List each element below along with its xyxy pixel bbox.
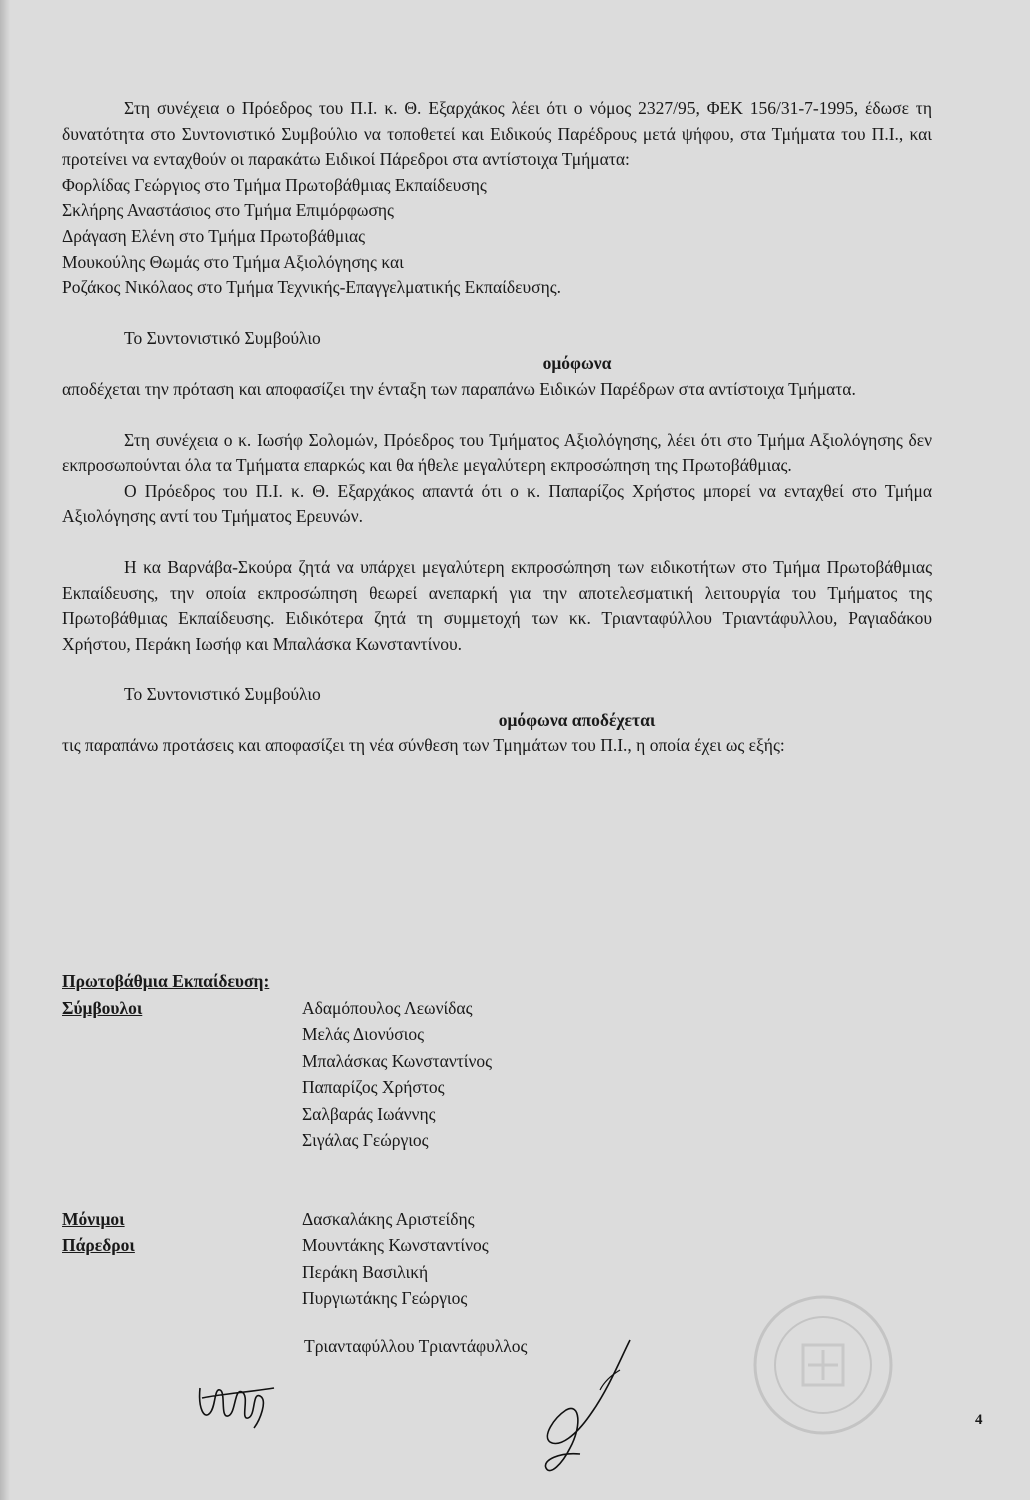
paragraph-new-composition: τις παραπάνω προτάσεις και αποφασίζει τη νέα σύνθεση των Τμημάτων του Π.Ι., η οποία έχει ως εξής:: [62, 735, 785, 756]
roster-role-line: Μόνιμοι: [62, 1208, 125, 1229]
roster-role-line: Πάρεδροι: [62, 1235, 135, 1255]
council-line: Το Συντονιστικό Συμβούλιο: [124, 684, 321, 705]
decision-unanimous: ομόφωνα: [542, 353, 612, 374]
paragraph-president-proposal: Στη συνέχεια ο Πρόεδρος του Π.Ι. κ. Θ. Εξαρχάκος λέει ότι ο νόμος 2327/95, ΦΕΚ 156/31-7-1995, έδωσε τη δυνατότητα στο Συντονιστικό Συμβούλιο να τοποθετεί και Ειδικούς Παρέδρους μετά ψήφου, στα Τμήματα του Π.Ι., και προτείνει να ενταχθούν οι παρακάτω Ειδικοί Πάρεδροι στα αντίστοιχα Τμήματα:: [62, 98, 932, 170]
roster-role: [62, 1206, 302, 1312]
roster-names: [302, 995, 492, 1154]
signature-initials: [190, 1358, 280, 1438]
advisor-list-item: Μουκούλης Θωμάς στο Τμήμα Αξιολόγησης και: [62, 251, 404, 272]
paragraph-solomon: Στη συνέχεια ο κ. Ιωσήφ Σολομών, Πρόεδρος του Τμήματος Αξιολόγησης, λέει ότι στο Τμήμα Αξιολόγησης δεν εκπροσωπούνται όλα τα Τμήματα επαρκώς και θα ήθελε μεγαλύτερη εκπροσώπηση της Πρωτοβάθμιας.: [62, 429, 932, 476]
roster-name: Δασκαλάκης Αριστείδης: [302, 1208, 475, 1229]
advisor-list-item: Σκλήρης Αναστάσιος στο Τμήμα Επιμόρφωσης: [62, 200, 394, 221]
advisor-list-item: Δράγαση Ελένη στο Τμήμα Πρωτοβάθμιας: [62, 225, 366, 246]
paragraph-acceptance: αποδέχεται την πρόταση και αποφασίζει την ένταξη των παραπάνω Ειδικών Παρέδρων στα αντίστοιχα Τμήματα.: [62, 378, 856, 399]
roster-name: Αδαμόπουλος Λεωνίδας: [302, 997, 473, 1018]
binding-edge: [0, 0, 10, 1500]
roster-heading: Πρωτοβάθμια Εκπαίδευση:: [62, 971, 270, 991]
official-stamp: [748, 1290, 898, 1440]
decision-unanimous-accepts: ομόφωνα αποδέχεται: [498, 709, 656, 730]
body-text: [62, 96, 932, 759]
advisor-list-item: Φορλίδας Γεώργιος στο Τμήμα Πρωτοβάθμιας Εκπαίδευσης: [62, 174, 487, 195]
roster-group-advisors: [62, 995, 762, 1154]
roster-name: Περάκη Βασιλική: [302, 1261, 429, 1282]
department-roster: [62, 968, 762, 1312]
roster-names: [302, 1206, 489, 1312]
roster-name: Πυργιωτάκης Γεώργιος: [302, 1288, 468, 1308]
roster-name: Σαλβαράς Ιωάννης: [302, 1103, 436, 1124]
roster-name: Παπαρίζος Χρήστος: [302, 1077, 445, 1097]
paragraph-president-reply: Ο Πρόεδρος του Π.Ι. κ. Θ. Εξαρχάκος απαντά ότι ο κ. Παπαρίζος Χρήστος μπορεί να ενταχθεί στο Τμήμα Αξιολόγησης αντί του Τμήματος Ερευνών.: [62, 480, 932, 527]
roster-name: Σιγάλας Γεώργιος: [302, 1130, 429, 1150]
council-line: Το Συντονιστικό Συμβούλιο: [124, 327, 321, 348]
advisor-list: [62, 173, 932, 301]
advisor-list-item: Ροζάκος Νικόλαος στο Τμήμα Τεχνικής-Επαγγελματικής Εκπαίδευσης.: [62, 277, 562, 298]
page-number: 4: [975, 1412, 983, 1428]
roster-name: Μελάς Διονύσιος: [302, 1024, 425, 1044]
signature-handwritten: [520, 1330, 660, 1480]
roster-group-permanent: [62, 1206, 762, 1312]
roster-name: Μουντάκης Κωνσταντίνος: [302, 1235, 489, 1255]
roster-standalone-name: Τριανταφύλλου Τριαντάφυλλος: [304, 1336, 528, 1356]
paragraph-varnava: Η κα Βαρνάβα-Σκούρα ζητά να υπάρχει μεγαλύτερη εκπροσώπηση των ειδικοτήτων στο Τμήμα Πρωτοβάθμιας Εκπαίδευσης, την οποία εκπροσώπηση θεωρεί ανεπαρκή για την αποτελεσματική λειτουργία του Τμήματος της Πρωτοβάθμιας Εκπαίδευσης. Ειδικότερα ζητά τη συμμετοχή των κκ. Τριανταφύλλου Τριαντάφυλλου, Ραγιαδάκου Χρήστου, Περάκη Ιωσήφ και Μπαλάσκα Κωνσταντίνου.: [62, 556, 932, 654]
roster-name: Μπαλάσκας Κωνσταντίνος: [302, 1050, 493, 1071]
roster-role: Σύμβουλοι: [62, 997, 143, 1018]
